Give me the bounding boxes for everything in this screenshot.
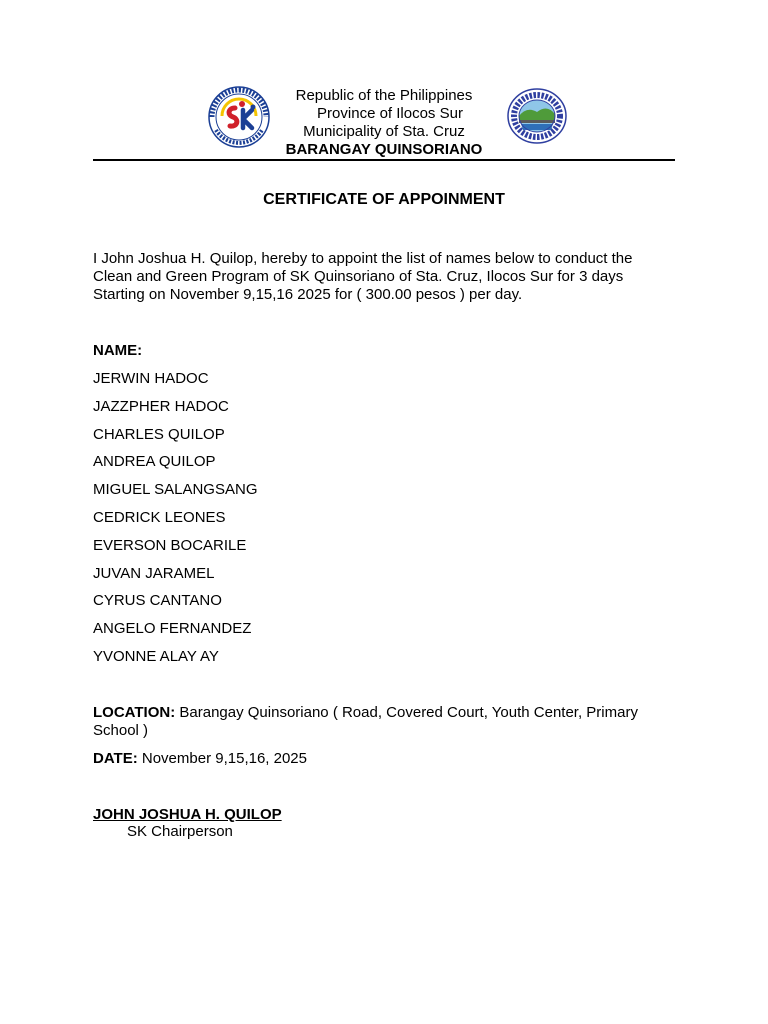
appointee-name: JUVAN JARAMEL	[93, 564, 215, 582]
appointee-name: MIGUEL SALANGSANG	[93, 481, 258, 499]
header-divider	[93, 159, 675, 161]
date-label: DATE:	[93, 750, 138, 767]
appointee-name: JAZZPHER HADOC	[93, 397, 229, 415]
appointee-name: CHARLES QUILOP	[93, 425, 225, 443]
signatory-name: JOHN JOSHUA H. QUILOP	[93, 806, 282, 823]
country-line: Republic of the Philippines	[295, 87, 473, 104]
date-line	[93, 750, 307, 768]
certificate-title: CERTIFICATE OF APPOINMENT	[263, 191, 505, 208]
location-value: Barangay Quinsoriano ( Road, Covered Court, Youth Center, Primary School )	[93, 704, 638, 739]
location-label: LOCATION:	[93, 704, 176, 721]
appointee-name: CEDRICK LEONES	[93, 508, 226, 526]
name-heading: NAME:	[93, 342, 143, 359]
appointee-name: YVONNE ALAY AY	[93, 647, 219, 665]
barangay-seal-icon	[507, 88, 567, 144]
barangay-line: BARANGAY QUINSORIANO	[285, 141, 483, 158]
municipality-line: Municipality of Sta. Cruz	[303, 123, 465, 140]
appointee-list	[93, 370, 258, 676]
letterhead	[93, 84, 675, 161]
signatory-title: SK Chairperson	[127, 823, 233, 840]
letterhead-text	[93, 87, 675, 159]
appointee-name: EVERSON BOCARILE	[93, 536, 247, 554]
date-value: November 9,15,16, 2025	[137, 750, 307, 767]
appointee-name: JERWIN HADOC	[93, 370, 209, 387]
province-line: Province of Ilocos Sur	[317, 105, 463, 122]
appointee-name: CYRUS CANTANO	[93, 592, 222, 610]
appointee-name: ANGELO FERNANDEZ	[93, 620, 252, 638]
location-line	[93, 704, 673, 740]
appointee-name: ANDREA QUILOP	[93, 453, 216, 471]
intro-paragraph: I John Joshua H. Quilop, hereby to appoint the list of names below to conduct the Clean and Green Program of SK Quinsoriano of Sta. Cruz, Ilocos Sur for 3 days Starting on November 9,15,16 2025 for ( 300.00 pesos ) per day.	[93, 250, 633, 303]
